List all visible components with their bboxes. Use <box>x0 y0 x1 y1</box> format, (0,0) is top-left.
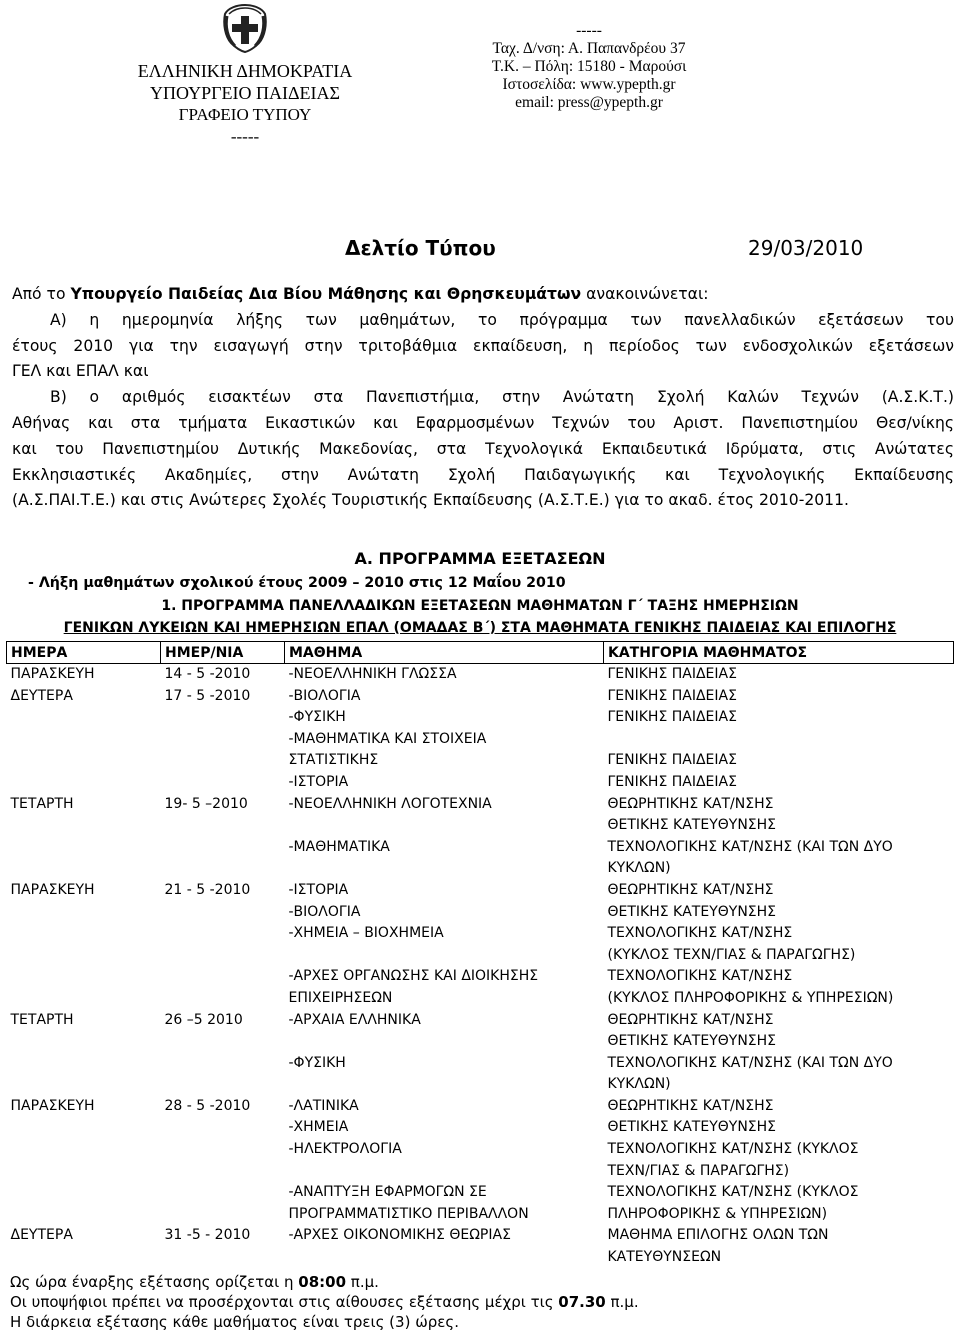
email-link[interactable]: email: press@ypepth.gr <box>515 94 663 111</box>
contact-block <box>474 22 704 112</box>
press-release-date: 29/03/2010 <box>748 236 864 260</box>
table-row <box>7 1225 954 1268</box>
intro-paragraph <box>12 282 954 514</box>
subject-line: ΕΠΙΧΕΙΡΗΣΕΩΝ <box>288 989 393 1006</box>
subject-line <box>289 1161 604 1183</box>
subject-line: -ΛΑΤΙΝΙΚΑ <box>288 1097 359 1114</box>
cell-day: ΠΑΡΑΣΚΕΥΗ <box>10 666 95 682</box>
subject-line <box>289 858 604 880</box>
subject-line: -ΝΕΟΕΛΛΗΝΙΚΗ ΓΛΩΣΣΑ <box>288 666 457 682</box>
category-line: ΚΥΚΛΩΝ) <box>607 1076 671 1093</box>
subject-line: -ΙΣΤΟΡΙΑ <box>288 773 349 790</box>
subject-line: ΠΡΟΓΡΑΜΜΑΤΙΣΤΙΚΟ ΠΕΡΙΒΑΛΛΟΝ <box>288 1205 529 1222</box>
subject-line: -ΧΗΜΕΙΑ – ΒΙΟΧΗΜΕΙΑ <box>288 925 444 942</box>
subject-line <box>289 945 604 967</box>
category-line: ΤΕΧΝ/ΓΙΑΣ & ΠΑΡΑΓΩΓΗΣ) <box>607 1162 790 1179</box>
end-of-classes-note: - Λήξη μαθημάτων σχολικού έτους 2009 – 2010 στις 12 Μαΐου 2010 <box>28 575 566 591</box>
cell-categories <box>604 1096 954 1226</box>
cell-date: 31 -5 - 2010 <box>164 1227 251 1244</box>
cell-subjects <box>285 1225 604 1268</box>
category-line: ΜΑΘΗΜΑ ΕΠΙΛΟΓΗΣ ΟΛΩΝ ΤΩΝ <box>607 1227 829 1244</box>
table-header-row <box>7 642 954 664</box>
category-line: ΘΕΩΡΗΤΙΚΗΣ ΚΑΤ/ΝΣΗΣ <box>607 795 774 812</box>
arrival-time-value: 07.30 <box>558 1293 606 1311</box>
subject-line: -ΧΗΜΕΙΑ <box>288 1119 349 1136</box>
subject-line: -ΜΑΘΗΜΑΤΙΚΑ <box>288 838 390 855</box>
item-a-line-2: έτους 2010 για την εισαγωγή στην τριτοβάθμια εκπαίδευση, η περίοδος των ενδοσχολικών εξετάσεων <box>12 336 954 355</box>
table-body <box>7 664 954 1269</box>
subject-line: -ΑΡΧΕΣ ΟΡΓΑΝΩΣΗΣ ΚΑΙ ΔΙΟΙΚΗΣΗΣ <box>288 968 539 985</box>
cell-subjects <box>285 1010 604 1096</box>
cell-day: ΔΕΥΤΕΡΑ <box>10 1227 73 1244</box>
cell-subjects <box>285 794 604 880</box>
subject-line <box>289 1031 604 1053</box>
subject-line: -ΒΙΟΛΟΓΙΑ <box>288 687 361 704</box>
category-line: ΤΕΧΝΟΛΟΓΙΚΗΣ ΚΑΤ/ΝΣΗΣ (ΚΑΙ ΤΩΝ ΔΥΟ <box>607 1054 893 1071</box>
schedule-title-line-1: 1. ΠΡΟΓΡΑΜΜΑ ΠΑΝΕΛΛΑΔΙΚΩΝ ΕΞΕΤΑΣΕΩΝ ΜΑΘΗΜΑΤΩΝ Γ΄ ΤΑΞΗΣ ΗΜΕΡΗΣΙΩΝ <box>161 598 799 614</box>
cell-date: 26 –5 2010 <box>164 1011 243 1028</box>
category-line: ΘΕΤΙΚΗΣ ΚΑΤΕΥΘΥΝΣΗΣ <box>607 903 777 920</box>
cell-subjects <box>285 880 604 1010</box>
subject-line: -ΒΙΟΛΟΓΙΑ <box>288 903 361 920</box>
header-divider-left: ----- <box>230 127 260 146</box>
category-line: ΠΛΗΡΟΦΟΡΙΚΗΣ & ΥΠΗΡΕΣΙΩΝ) <box>607 1205 828 1222</box>
table-row <box>7 794 954 880</box>
subject-line: -ΑΡΧΕΣ ΟΙΚΟΝΟΜΙΚΗΣ ΘΕΩΡΙΑΣ <box>288 1227 511 1244</box>
exam-schedule-table <box>6 641 954 1269</box>
category-line: ΓΕΝΙΚΗΣ ΠΑΙΔΕΙΑΣ <box>607 666 737 682</box>
subject-line: -ΗΛΕΚΤΡΟΛΟΓΙΑ <box>288 1141 402 1158</box>
postal-code-city: Τ.Κ. – Πόλη: 15180 - Μαρούσι <box>491 58 687 75</box>
schedule-title-line-2: ΓΕΝΙΚΩΝ ΛΥΚΕΙΩΝ ΚΑΙ ΗΜΕΡΗΣΙΩΝ ΕΠΑΛ (ΟΜΑΔΑΣ Β΄) ΣΤΑ ΜΑΘΗΜΑΤΑ ΓΕΝΙΚΗΣ ΠΑΙΔΕΙΑΣ ΚΑΙ ΕΠΙΛΟΓΗΣ <box>63 620 897 636</box>
ministry-header <box>100 60 390 148</box>
category-line: ΘΕΤΙΚΗΣ ΚΑΤΕΥΘΥΝΣΗΣ <box>607 1119 777 1136</box>
column-header-day: ΗΜΕΡΑ <box>7 642 161 664</box>
start-time-note: Ως ώρα έναρξης εξέτασης ορίζεται η 08:00 π.μ. <box>10 1273 379 1291</box>
table-row <box>7 664 954 686</box>
category-line: ΤΕΧΝΟΛΟΓΙΚΗΣ ΚΑΤ/ΝΣΗΣ <box>607 968 793 985</box>
cell-date: 21 - 5 -2010 <box>164 881 251 898</box>
category-line: ΚΑΤΕΥΘΥΝΣΕΩΝ <box>607 1249 722 1266</box>
category-line: ΘΕΩΡΗΤΙΚΗΣ ΚΑΤ/ΝΣΗΣ <box>607 1011 774 1028</box>
cell-day: ΔΕΥΤΕΡΑ <box>10 687 73 704</box>
subject-line: -ΦΥΣΙΚΗ <box>288 709 346 726</box>
subject-line: -ΝΕΟΕΛΛΗΝΙΚΗ ΛΟΓΟΤΕΧΝΙΑ <box>288 795 492 812</box>
section-a-heading: Α. ΠΡΟΓΡΑΜΜΑ ΕΞΕΤΑΣΕΩΝ <box>354 549 606 568</box>
header-divider-right: ----- <box>576 22 602 39</box>
cell-day: ΤΕΤΑΡΤΗ <box>10 795 74 812</box>
subject-line: -ΙΣΤΟΡΙΑ <box>288 881 349 898</box>
website-link[interactable]: Ιστοσελίδα: www.ypepth.gr <box>502 76 676 93</box>
category-line: ΓΕΝΙΚΗΣ ΠΑΙΔΕΙΑΣ <box>607 709 737 726</box>
category-line: ΓΕΝΙΚΗΣ ΠΑΙΔΕΙΑΣ <box>607 773 737 790</box>
intro-lead: Από το Υπουργείο Παιδείας Δια Βίου Μάθησης και Θρησκευμάτων ανακοινώνεται: <box>12 285 709 303</box>
category-line: ΓΕΝΙΚΗΣ ΠΑΙΔΕΙΑΣ <box>607 752 737 769</box>
category-line <box>608 729 954 751</box>
cell-subjects <box>285 686 604 794</box>
subject-line <box>289 1247 604 1269</box>
cell-categories <box>604 1010 954 1096</box>
category-line: ΤΕΧΝΟΛΟΓΙΚΗΣ ΚΑΤ/ΝΣΗΣ (ΚΥΚΛΟΣ <box>607 1141 859 1158</box>
column-header-subject: ΜΑΘΗΜΑ <box>285 642 604 664</box>
cell-date: 17 - 5 -2010 <box>164 687 251 704</box>
category-line: ΤΕΧΝΟΛΟΓΙΚΗΣ ΚΑΤ/ΝΣΗΣ (ΚΥΚΛΟΣ <box>607 1184 859 1201</box>
category-line: ΘΕΩΡΗΤΙΚΗΣ ΚΑΤ/ΝΣΗΣ <box>607 1097 774 1114</box>
subject-line: -ΑΝΑΠΤΥΞΗ ΕΦΑΡΜΟΓΩΝ ΣΕ <box>288 1184 487 1201</box>
category-line: ΚΥΚΛΩΝ) <box>607 860 671 877</box>
category-line: ΤΕΧΝΟΛΟΓΙΚΗΣ ΚΑΤ/ΝΣΗΣ <box>607 925 793 942</box>
subject-line: -ΦΥΣΙΚΗ <box>288 1054 346 1071</box>
press-release-title: Δελτίο Τύπου <box>345 236 496 260</box>
subject-line: -ΜΑΘΗΜΑΤΙΚΑ ΚΑΙ ΣΤΟΙΧΕΙΑ <box>288 730 487 747</box>
table-row <box>7 880 954 1010</box>
column-header-category: ΚΑΤΗΓΟΡΙΑ ΜΑΘΗΜΑΤΟΣ <box>604 642 954 664</box>
exam-time-notes <box>10 1272 639 1332</box>
item-b-line-1: Β) ο αριθμός εισακτέων στα Πανεπιστήμια, στην Ανώτατη Σχολή Καλών Τεχνών (Α.Σ.Κ.Τ.) <box>50 388 954 407</box>
cell-subjects <box>285 1096 604 1226</box>
cell-date: 28 - 5 -2010 <box>164 1097 251 1114</box>
start-time-value: 08:00 <box>298 1273 347 1291</box>
duration-note: Η διάρκεια εξέτασης κάθε μαθήματος είναι τρεις (3) ώρες. <box>10 1313 459 1331</box>
press-office-name: ΓΡΑΦΕΙΟ ΤΥΠΟΥ <box>178 105 312 124</box>
item-a-line-1: Α) η ημερομηνία λήξης των μαθημάτων, το πρόγραμμα των πανελλαδικών εξετάσεων του <box>50 310 954 329</box>
arrival-time-note: Οι υποψήφιοι πρέπει να προσέρχονται στις αίθουσες εξέτασης μέχρι τις 07.30 π.μ. <box>10 1293 639 1311</box>
cell-categories <box>604 794 954 880</box>
table-row <box>7 686 954 794</box>
table-row <box>7 1010 954 1096</box>
cell-date: 14 - 5 -2010 <box>164 666 251 682</box>
category-line: (ΚΥΚΛΟΣ ΠΛΗΡΟΦΟΡΙΚΗΣ & ΥΠΗΡΕΣΙΩΝ) <box>607 989 894 1006</box>
ministry-name: ΥΠΟΥΡΓΕΙΟ ΠΑΙΔΕΙΑΣ <box>149 83 341 103</box>
item-b-line-4: Εκκλησιαστικές Ακαδημίες, στην Ανώτατη Σχολή Παιδαγωγικής και Τεχνολογικής Εκπαίδευσης <box>12 465 954 484</box>
coat-of-arms-icon <box>219 2 271 54</box>
cell-categories <box>604 880 954 1010</box>
item-a-line-3: ΓΕΛ και ΕΠΑΛ και <box>12 362 149 381</box>
cell-categories <box>604 664 954 686</box>
table-row <box>7 1096 954 1226</box>
republic-name: ΕΛΛΗΝΙΚΗ ΔΗΜΟΚΡΑΤΙΑ <box>137 61 353 81</box>
cell-day: ΤΕΤΑΡΤΗ <box>10 1011 74 1028</box>
postal-address: Ταχ. Δ/νση: Α. Παπανδρέου 37 <box>492 40 686 57</box>
category-line: ΓΕΝΙΚΗΣ ΠΑΙΔΕΙΑΣ <box>607 687 737 704</box>
cell-categories <box>604 686 954 794</box>
item-b-line-3: και του Πανεπιστημίου Δυτικής Μακεδονίας, στα Τεχνολογικά Εκπαιδευτικά Ιδρύματα, στις Ανώτατες <box>12 439 954 458</box>
subject-line <box>289 815 604 837</box>
cell-date: 19- 5 –2010 <box>164 795 248 812</box>
subject-line: ΣΤΑΤΙΣΤΙΚΗΣ <box>288 752 379 769</box>
cell-day: ΠΑΡΑΣΚΕΥΗ <box>10 1097 95 1114</box>
subject-line <box>289 1074 604 1096</box>
item-b-line-5: (Α.Σ.ΠΑΙ.Τ.Ε.) και στις Ανώτερες Σχολές Τουριστικής Εκπαίδευσης (Α.Σ.Τ.Ε.) για το ακαδ. έτος 2010-2011. <box>12 491 849 510</box>
category-line: ΘΕΤΙΚΗΣ ΚΑΤΕΥΘΥΝΣΗΣ <box>607 1033 777 1050</box>
item-b-line-2: Αθήνας και στα τμήματα Εικαστικών και Εφαρμοσμένων Τεχνών του Αριστ. Πανεπιστημίου Θεσ/νίκης <box>12 413 954 432</box>
cell-categories <box>604 1225 954 1268</box>
category-line: ΘΕΤΙΚΗΣ ΚΑΤΕΥΘΥΝΣΗΣ <box>607 817 777 834</box>
subject-line: -ΑΡΧΑΙΑ ΕΛΛΗΝΙΚΑ <box>288 1011 421 1028</box>
category-line: ΤΕΧΝΟΛΟΓΙΚΗΣ ΚΑΤ/ΝΣΗΣ (ΚΑΙ ΤΩΝ ΔΥΟ <box>607 838 893 855</box>
category-line: (ΚΥΚΛΟΣ ΤΕΧΝ/ΓΙΑΣ & ΠΑΡΑΓΩΓΗΣ) <box>607 946 856 963</box>
column-header-date: ΗΜΕΡ/ΝΙΑ <box>161 642 285 664</box>
cell-day: ΠΑΡΑΣΚΕΥΗ <box>10 881 95 898</box>
ministry-full-name: Υπουργείο Παιδείας Δια Βίου Μάθησης και Θρησκευμάτων <box>70 285 582 303</box>
category-line: ΘΕΩΡΗΤΙΚΗΣ ΚΑΤ/ΝΣΗΣ <box>607 881 774 898</box>
cell-subjects <box>285 664 604 686</box>
